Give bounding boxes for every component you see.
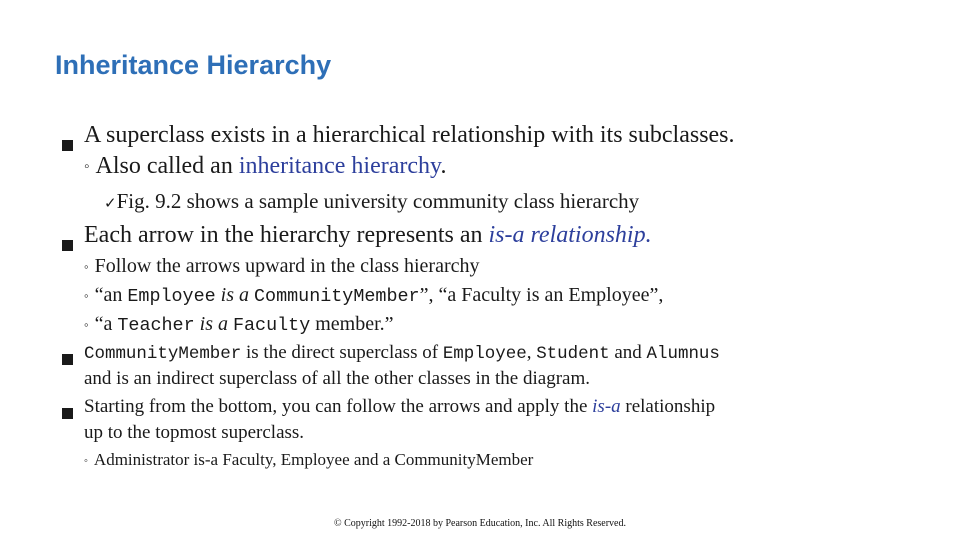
bullet-2-emph: is-a relationship.	[488, 222, 652, 248]
q: “an	[94, 284, 128, 306]
class-employee: Employee	[442, 344, 527, 364]
class-student: Student	[536, 344, 610, 364]
is-a-text: is a	[194, 313, 233, 335]
bullet-1-text: A superclass exists in a hierarchical relationship with its subclasses.	[84, 122, 735, 148]
class-community-member: CommunityMember	[254, 286, 420, 307]
class-faculty: Faculty	[232, 315, 311, 336]
bullet-2-sub-2	[84, 284, 663, 307]
slide-title: Inheritance Hierarchy	[55, 50, 332, 80]
bullet-1	[84, 122, 735, 149]
bullet-2-sub-1	[84, 255, 480, 278]
copyright-footer: © Copyright 1992-2018 by Pearson Education, Inc. All Rights Reserved.	[333, 518, 626, 529]
bullet-2	[84, 222, 652, 249]
class-alumnus: Alumnus	[646, 344, 720, 364]
square-bullet-icon	[62, 349, 73, 371]
ring-bullet-icon: ◦	[84, 455, 88, 468]
bullet-4-suffix: relationship	[620, 396, 716, 417]
bullet-4-sub-text: Administrator is-a Faculty, Employee and a CommunityMember	[93, 450, 534, 469]
bullet-2-sub-1-text: Follow the arrows upward in the class hierarchy	[94, 255, 480, 277]
bullet-4-emph: is-a	[592, 396, 621, 417]
bullet-2-prefix: Each arrow in the hierarchy represents an	[84, 222, 489, 248]
ring-bullet-icon: ◦	[84, 288, 89, 304]
ring-bullet-icon: ◦	[84, 317, 89, 333]
bullet-1-sub-emph: inheritance hierarchy	[238, 153, 441, 179]
square-bullet-icon	[62, 403, 73, 425]
square-bullet-icon	[62, 231, 73, 258]
q: “a	[94, 313, 118, 335]
t1: is the direct superclass of	[241, 342, 443, 363]
class-employee: Employee	[127, 286, 216, 307]
bullet-1-subsub-text: Fig. 9.2 shows a sample university community class hierarchy	[116, 189, 640, 213]
bullet-4-line-2: up to the topmost superclass.	[84, 422, 305, 443]
t2: ,	[526, 342, 537, 363]
class-teacher: Teacher	[117, 315, 195, 336]
t3: and	[609, 342, 647, 363]
bullet-3	[84, 342, 720, 364]
bullet-1-sub-prefix: Also called an	[95, 153, 239, 179]
bullet-3-line-2: and is an indirect superclass of all the other classes in the diagram.	[84, 368, 590, 389]
bullet-4-sub	[84, 450, 533, 470]
is-a-text: is a	[215, 284, 255, 306]
rest: ”, “a Faculty is an Employee”,	[419, 284, 664, 306]
ring-bullet-icon: ◦	[84, 259, 89, 275]
rest: member.”	[310, 313, 394, 335]
bullet-4-prefix: Starting from the bottom, you can follow the arrows and apply the	[84, 396, 593, 417]
bullet-1-sub	[84, 153, 446, 180]
ring-bullet-icon: ◦	[84, 158, 90, 176]
square-bullet-icon	[62, 131, 73, 158]
bullet-2-sub-3	[84, 313, 394, 336]
bullet-4	[84, 396, 715, 418]
bullet-1-subsub	[104, 189, 639, 214]
bullet-1-sub-suffix: .	[440, 153, 447, 179]
class-community-member: CommunityMember	[84, 344, 242, 364]
check-bullet-icon: ✓	[104, 196, 117, 212]
